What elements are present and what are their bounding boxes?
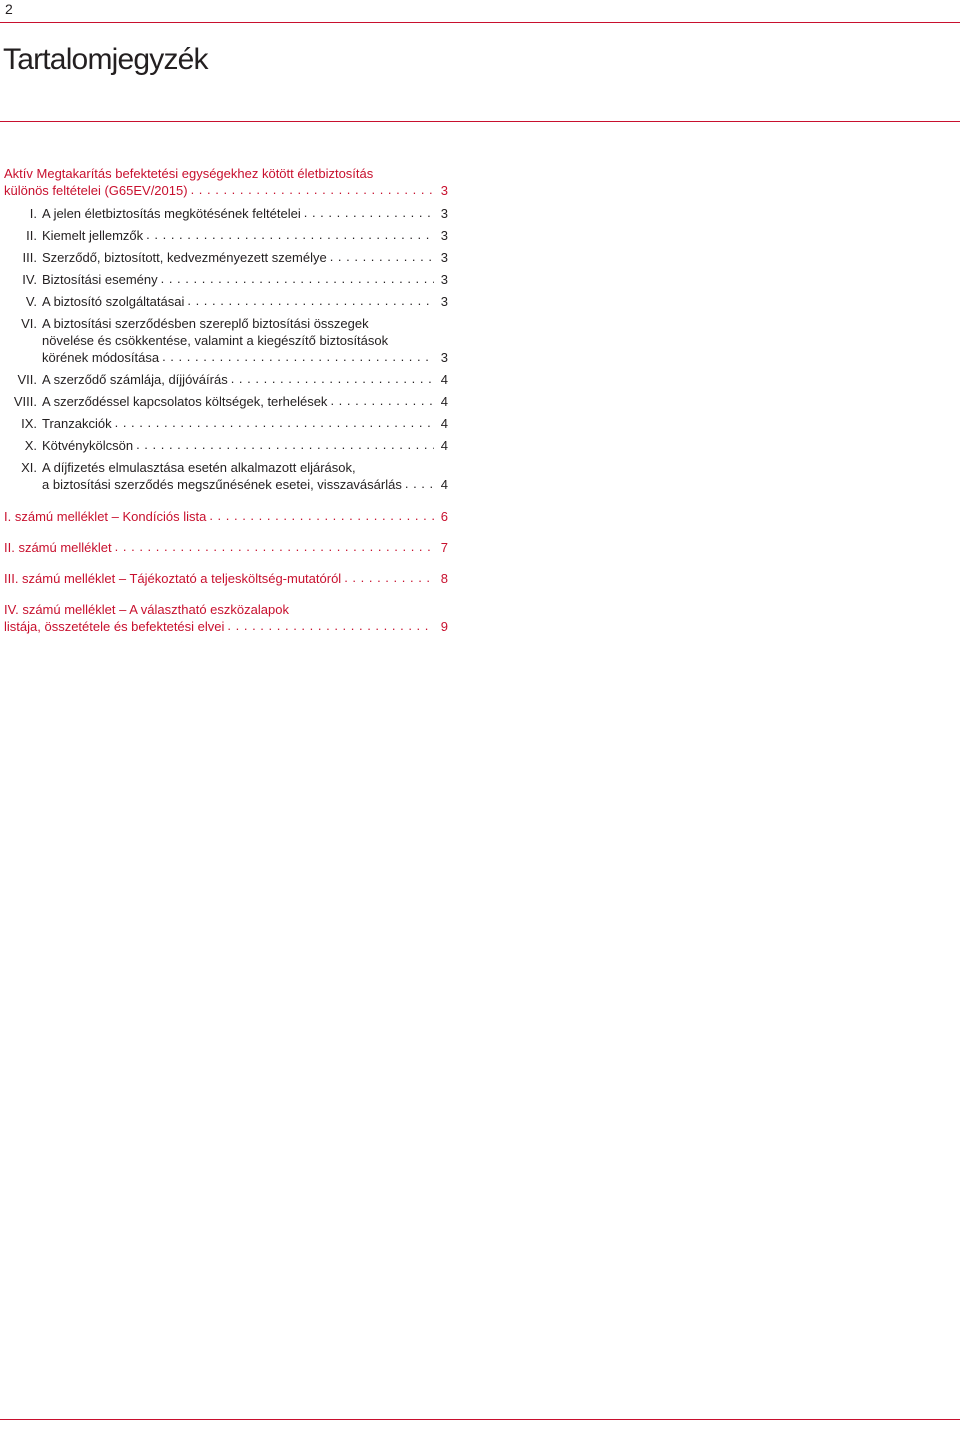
dot-leader	[209, 507, 434, 524]
dot-leader	[115, 538, 434, 555]
toc-section-11[interactable]	[4, 459, 448, 493]
table-of-contents	[4, 165, 448, 635]
page-title: Tartalomjegyzék	[3, 43, 208, 76]
dot-leader	[344, 569, 434, 586]
dot-leader	[227, 617, 434, 634]
toc-entry-text: Aktív Megtakarítás befektetési egységekhez kötött életbiztosítás	[4, 166, 374, 181]
toc-page-number: 3	[440, 294, 448, 309]
toc-entry-text: A biztosítási szerződésben szereplő biztosítási összegek	[42, 316, 369, 331]
dot-leader	[304, 204, 434, 221]
dot-leader	[146, 226, 434, 243]
toc-appendix-3[interactable]	[4, 570, 448, 587]
toc-section-5[interactable]	[4, 293, 448, 310]
toc-entry-text: II. számú melléklet	[4, 540, 112, 555]
dot-leader	[162, 348, 434, 365]
section-numeral: V.	[25, 294, 37, 309]
toc-entry-text: növelése és csökkentése, valamint a kiegészítő biztosítások	[42, 333, 389, 348]
toc-entry-text: Biztosítási esemény	[42, 272, 158, 287]
toc-entry-text: Kötvénykölcsön	[42, 438, 134, 453]
dot-leader	[405, 475, 434, 492]
dot-leader	[136, 436, 434, 453]
toc-section-10[interactable]	[4, 437, 448, 454]
dot-leader	[231, 370, 434, 387]
toc-appendix-4[interactable]	[4, 601, 448, 635]
toc-entry-main[interactable]	[4, 165, 448, 199]
toc-entry-text: A díjfizetés elmulasztása esetén alkalmazott eljárások,	[42, 460, 356, 475]
title-divider	[0, 121, 960, 122]
dot-leader	[115, 414, 434, 431]
toc-entry-text: IV. számú melléklet – A választható eszközalapok	[4, 602, 289, 617]
toc-page-number: 4	[440, 394, 448, 409]
page-number: 2	[5, 1, 13, 17]
dot-leader	[330, 248, 434, 265]
toc-entry-text: különös feltételei (G65EV/2015)	[4, 183, 188, 198]
toc-page-number: 3	[440, 206, 448, 221]
toc-entry-text: Tranzakciók	[42, 416, 112, 431]
toc-page-number: 3	[440, 183, 448, 198]
toc-page-number: 8	[440, 571, 448, 586]
toc-page-number: 4	[440, 438, 448, 453]
toc-entry-text: I. számú melléklet – Kondíciós lista	[4, 509, 207, 524]
toc-section-7[interactable]	[4, 371, 448, 388]
toc-appendix-2[interactable]	[4, 539, 448, 556]
toc-page-number: 4	[440, 477, 448, 492]
top-divider	[0, 22, 960, 23]
toc-entry-text: A szerződéssel kapcsolatos költségek, terhelések	[42, 394, 328, 409]
toc-appendix-1[interactable]	[4, 508, 448, 525]
dot-leader	[191, 181, 434, 198]
section-numeral: II.	[26, 228, 37, 243]
toc-page-number: 4	[440, 372, 448, 387]
toc-section-2[interactable]	[4, 227, 448, 244]
section-numeral: I.	[29, 206, 37, 221]
dot-leader	[161, 270, 434, 287]
toc-page-number: 6	[440, 509, 448, 524]
toc-section-4[interactable]	[4, 271, 448, 288]
toc-page-number: 3	[440, 228, 448, 243]
section-numeral: VII.	[17, 372, 37, 387]
toc-section-8[interactable]	[4, 393, 448, 410]
section-numeral: III.	[22, 250, 37, 265]
toc-section-3[interactable]	[4, 249, 448, 266]
toc-page-number: 3	[440, 272, 448, 287]
toc-page-number: 4	[440, 416, 448, 431]
dot-leader	[187, 292, 434, 309]
toc-page-number: 3	[440, 350, 448, 365]
toc-entry-text: a biztosítási szerződés megszűnésének esetei, visszavásárlás	[42, 477, 402, 492]
toc-page-number: 3	[440, 250, 448, 265]
toc-page-number: 7	[440, 540, 448, 555]
section-numeral: VIII.	[13, 394, 37, 409]
section-numeral: XI.	[21, 460, 37, 475]
toc-entry-text: Kiemelt jellemzők	[42, 228, 144, 243]
section-numeral: VI.	[21, 316, 37, 331]
section-numeral: IX.	[21, 416, 37, 431]
toc-entry-text: III. számú melléklet – Tájékoztató a teljesköltség-mutatóról	[4, 571, 342, 586]
toc-entry-text: A jelen életbiztosítás megkötésének feltételei	[42, 206, 301, 221]
toc-section-9[interactable]	[4, 415, 448, 432]
toc-entry-text: Szerződő, biztosított, kedvezményezett személye	[42, 250, 327, 265]
toc-entry-text: körének módosítása	[42, 350, 160, 365]
toc-entry-text: listája, összetétele és befektetési elvei	[4, 619, 225, 634]
toc-section-6[interactable]	[4, 315, 448, 366]
toc-page-number: 9	[440, 619, 448, 634]
toc-entry-text: A szerződő számlája, díjjóváírás	[42, 372, 228, 387]
section-numeral: IV.	[22, 272, 37, 287]
toc-section-1[interactable]	[4, 205, 448, 222]
section-numeral: X.	[24, 438, 37, 453]
dot-leader	[330, 392, 434, 409]
toc-entry-text: A biztosító szolgáltatásai	[42, 294, 185, 309]
bottom-divider	[0, 1419, 960, 1420]
